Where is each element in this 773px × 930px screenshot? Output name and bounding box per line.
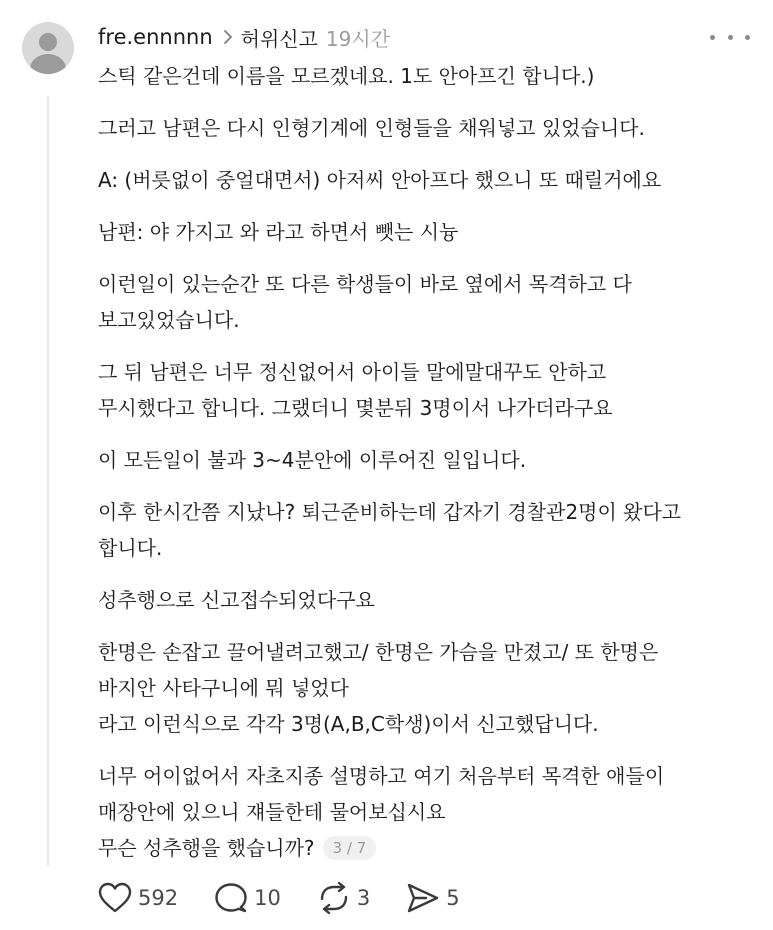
post-text-line: 그러고 남편은 다시 인형기계에 인형들을 채워넣고 있었습니다.	[98, 116, 645, 140]
like-count: 592	[138, 886, 179, 910]
post-paragraph	[98, 494, 758, 566]
speech-bubble-icon	[214, 882, 248, 914]
username[interactable]: fre.ennnnn	[98, 25, 213, 49]
post-text-line: 무시했다고 합니다. 그랬더니 몇분뒤 3명이서 나가더라구요	[98, 396, 613, 420]
post-paragraph	[98, 266, 758, 338]
post-text-line: 바지안 사타구니에 뭐 넣었다	[98, 676, 349, 700]
post-paragraph	[98, 214, 758, 250]
more-dot	[728, 35, 733, 40]
post-paragraph	[98, 58, 758, 94]
more-dot	[745, 35, 750, 40]
post-timestamp: 19시간	[325, 26, 391, 51]
post-paragraph	[98, 442, 758, 478]
share-count: 5	[446, 886, 460, 910]
like-button[interactable]	[98, 882, 178, 914]
post-text-line-content: 무슨 성추행을 했습니까?	[98, 836, 315, 860]
post-body	[98, 58, 758, 882]
post-text-line	[98, 830, 758, 866]
comment-count: 10	[254, 886, 281, 910]
post-text-line: 한명은 손잡고 끌어낼려고했고/ 한명은 가슴을 만졌고/ 또 한명은	[98, 640, 659, 664]
repost-button[interactable]	[317, 882, 370, 914]
avatar-body-shape	[30, 54, 66, 74]
post-text-line: 라고 이런식으로 각각 3명(A,B,C학생)이서 신고했답니다.	[98, 712, 599, 736]
post-text-line: 이 모든일이 불과 3~4분안에 이루어진 일입니다.	[98, 448, 527, 472]
reply-to-username[interactable]: 허위신고	[240, 26, 318, 51]
post-text-line: 남편: 야 가지고 와 라고 하면서 뺏는 시늉	[98, 220, 459, 244]
avatar[interactable]	[22, 22, 74, 74]
heart-icon	[98, 882, 132, 914]
post-paragraph	[98, 162, 758, 198]
post-paragraph	[98, 634, 758, 742]
action-bar	[98, 878, 496, 918]
post-paragraph	[98, 354, 758, 426]
post-text-line: 이런일이 있는순간 또 다른 학생들이 바로 옆에서 목격하고 다	[98, 272, 632, 296]
post-text-line: 성추행으로 신고접수되었다구요	[98, 588, 375, 612]
post-paragraph	[98, 582, 758, 618]
thread-line	[47, 96, 49, 866]
repost-icon	[317, 882, 351, 914]
post-text-line: A: (버릇없이 중얼대면서) 아저씨 안아프다 했으니 또 때릴거에요	[98, 168, 662, 192]
post-text-line: 스틱 같은건데 이름을 모르겠네요. 1도 안아프긴 합니다.)	[98, 64, 595, 88]
avatar-head-shape	[39, 33, 57, 51]
more-horizontal-icon[interactable]	[710, 24, 750, 50]
chevron-right-icon	[223, 29, 233, 45]
post-text-line: 너무 어이없어서 자초지종 설명하고 여기 처음부터 목격한 애들이	[98, 764, 665, 788]
post-text-line: 이후 한시간쯤 지났나? 퇴근준비하는데 갑자기 경찰관2명이 왔다고	[98, 500, 682, 524]
post-header	[98, 20, 390, 54]
page-indicator-badge: 3 / 7	[323, 836, 377, 860]
post-paragraph	[98, 110, 758, 146]
share-button[interactable]	[406, 882, 459, 914]
post-paragraph	[98, 758, 758, 866]
post-text-line: 매장안에 있으니 쟤들한테 물어보십시요	[98, 800, 446, 824]
repost-count: 3	[356, 886, 371, 910]
send-icon	[406, 882, 440, 914]
more-dot	[710, 35, 715, 40]
post-text-line: 합니다.	[98, 536, 163, 560]
post-text-line: 보고있었습니다.	[98, 308, 240, 332]
comment-button[interactable]	[214, 882, 281, 914]
post-text-line: 그 뒤 남편은 너무 정신없어서 아이들 말에말대꾸도 안하고	[98, 360, 607, 384]
